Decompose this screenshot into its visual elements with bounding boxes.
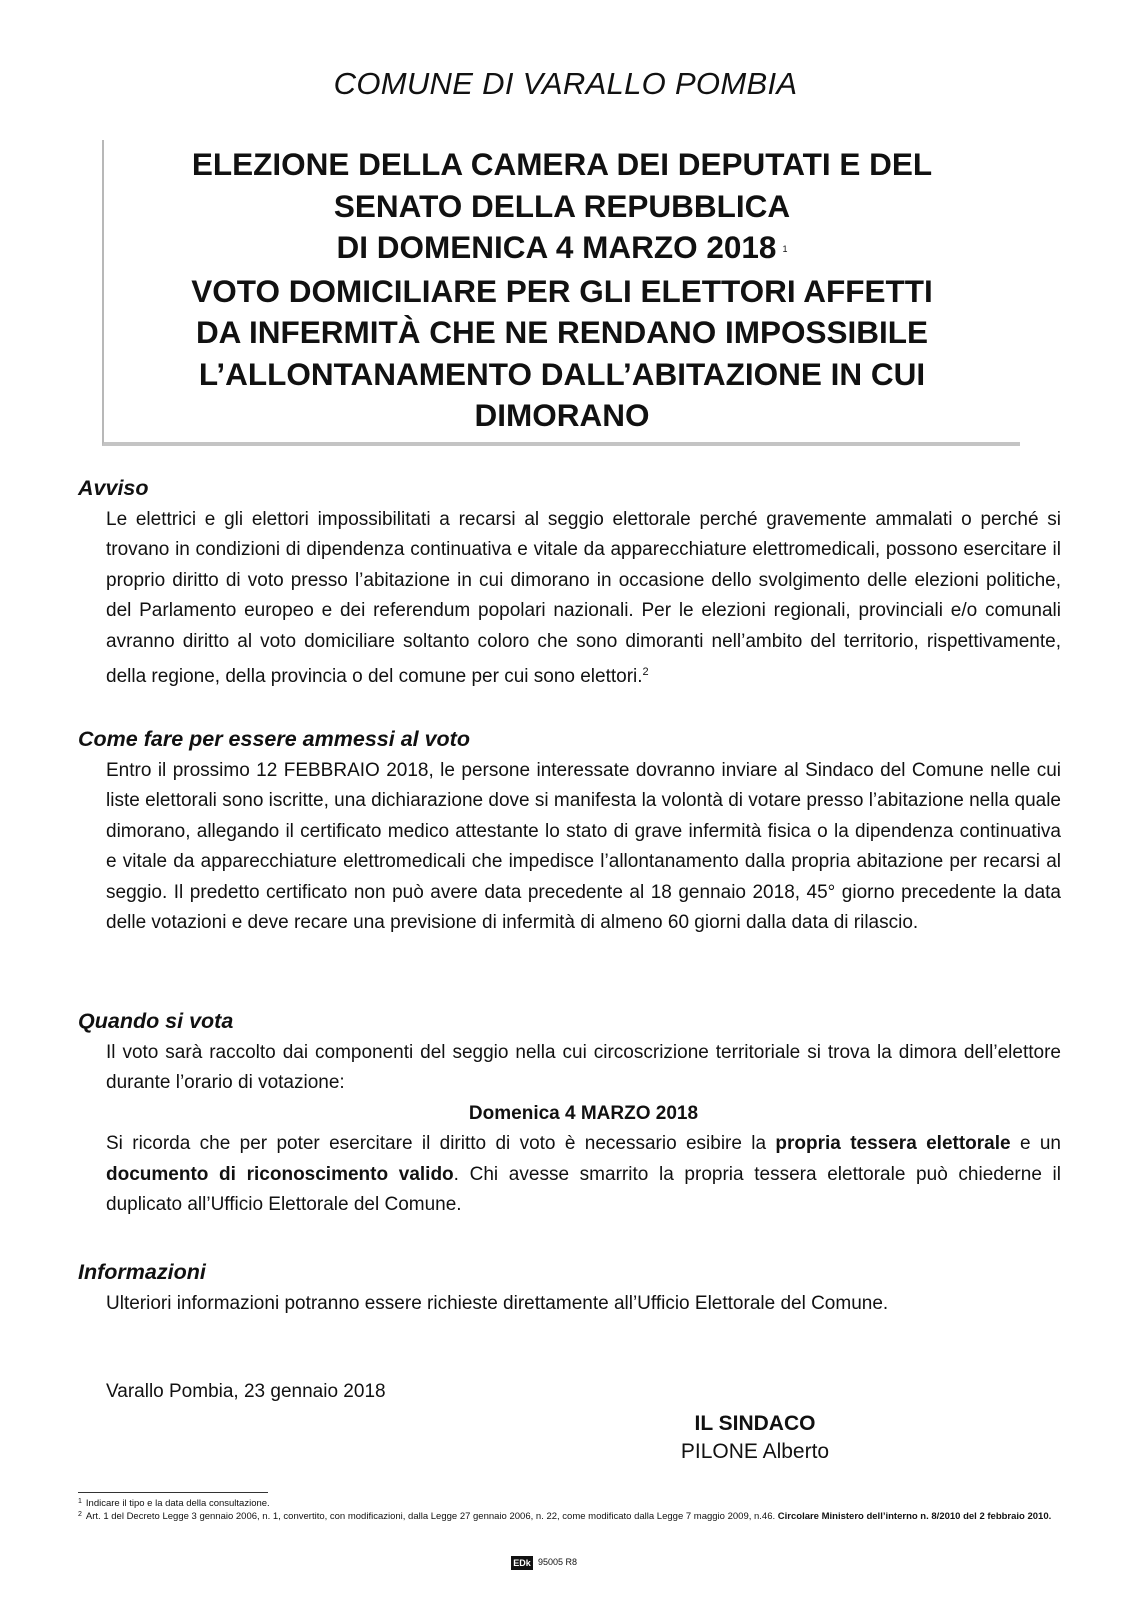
footnote-2 <box>78 1509 1058 1523</box>
title-line-4: VOTO DOMICILIARE PER GLI ELETTORI AFFETTI <box>191 272 933 309</box>
footnote-2-circolare: Circolare Ministero dell’interno n. 8/2010 del 2 febbraio 2010. <box>777 1511 1052 1522</box>
election-date: Domenica 4 MARZO 2018 <box>468 1102 699 1124</box>
footnote-divider <box>78 1492 268 1493</box>
footnote-1 <box>78 1496 1058 1510</box>
title-line-1: ELEZIONE DELLA CAMERA DEI DEPUTATI E DEL <box>191 146 933 182</box>
title-line-2: SENATO DELLA REPUBBLICA <box>333 187 791 224</box>
place-and-date: Varallo Pombia, 23 gennaio 2018 <box>106 1381 386 1402</box>
form-code: 95005 R8 <box>538 1557 578 1567</box>
quando-text-documento: documento di riconoscimento valido <box>106 1163 454 1185</box>
footnote-2-text: Art. 1 del Decreto Legge 3 gennaio 2006, n. 1, convertito, con modificazioni, dalla Legge 27 gennaio 2006, n. 22, come modificato dalla Legge 7 maggio 2009, n.46. <box>85 1511 778 1522</box>
quando-paragraph-2 <box>106 1129 1061 1220</box>
footnote-1-text: Indicare il tipo e la data della consultazione. <box>85 1498 270 1509</box>
avviso-paragraph: Le elettrici e gli elettori impossibilitati a recarsi al seggio elettorale perché gravemente ammalati o perché si trovano in condizioni di dipendenza continuativa e vitale da apparecchiature elettromedicali, possono esercitare il proprio diritto di voto presso l’abitazione in cui dimorano in occasione dello svolgimento delle elezioni politiche, del Parlamento europeo e dei referendum popolari nazionali. Per le elezioni regionali, provinciali e/o comunali avranno diritto al voto domiciliare soltanto coloro che sono dimoranti nell’ambito del territorio, rispettivamente, della regione, della provincia o del comune per cui sono elettori. <box>106 509 1061 688</box>
quando-text-e: . Chi avesse smarrito la propria tessera elettorale può chiederne il duplicato all’Ufficio Elettorale del Comune. <box>106 1163 1061 1216</box>
quando-text-a: Si ricorda che per poter esercitare il diritto di voto è necessario esibire la <box>106 1133 776 1155</box>
section-text-avviso <box>106 505 1061 692</box>
section-text-quando <box>106 1038 1061 1220</box>
section-heading-come-fare: Come fare per essere ammessi al voto <box>78 727 470 751</box>
avviso-footnote-ref: 2 <box>642 666 649 679</box>
quando-text-tessera: propria tessera elettorale <box>775 1133 1011 1155</box>
publisher-logo: EDk <box>511 1556 533 1570</box>
informazioni-paragraph: Ulteriori informazioni potranno essere richieste direttamente all’Ufficio Elettorale del Comune. <box>106 1293 889 1314</box>
signatory-name: PILONE Alberto <box>680 1440 830 1463</box>
title-line-7: DIMORANO <box>474 397 650 433</box>
title-footnote-ref: 1 <box>782 244 788 254</box>
quando-paragraph-1: Il voto sarà raccolto dai componenti del seggio nella cui circoscrizione territoriale si trova la dimora dell’elettore durante l’orario di votazione: <box>106 1042 1061 1094</box>
section-text-informazioni <box>106 1289 1061 1319</box>
title-line-6: L’ALLONTANAMENTO DALL’ABITAZIONE IN CUI <box>198 355 926 392</box>
section-text-come-fare <box>106 756 1061 938</box>
municipality-header: COMUNE DI VARALLO POMBIA <box>333 66 798 101</box>
section-heading-avviso: Avviso <box>78 476 149 500</box>
quando-text-c: e un <box>1010 1133 1061 1155</box>
section-heading-quando: Quando si vota <box>78 1009 234 1033</box>
footnote-2-number: 2 <box>78 1511 82 1518</box>
come-fare-paragraph: Entro il prossimo 12 FEBBRAIO 2018, le persone interessate dovranno inviare al Sindaco del Comune nelle cui liste elettorali sono iscritte, una dichiarazione dove si manifesta la volontà di votare presso l’abitazione nella quale dimorano, allegando il certificato medico attestante lo stato di grave infermità fisica o la dipendenza continuativa e vitale da apparecchiature elettromedicali che impedisce l’allontanamento dalla propria abitazione per recarsi al seggio. Il predetto certificato non può avere data precedente al 18 gennaio 2018, 45° giorno precedente la data delle votazioni e deve recare una previsione di infermità di almeno 60 giorni dalla data di rilascio. <box>106 760 1061 934</box>
title-line-5: DA INFERMITÀ CHE NE RENDANO IMPOSSIBILE <box>195 314 929 350</box>
title-lines <box>104 144 1020 437</box>
signatory-title: IL SINDACO <box>694 1412 816 1435</box>
title-box <box>102 140 1020 446</box>
title-line-3-text: DI DOMENICA 4 MARZO 2018 <box>336 229 777 265</box>
section-heading-informazioni: Informazioni <box>78 1260 206 1284</box>
title-line-3 <box>104 227 1020 271</box>
footnote-1-number: 1 <box>78 1498 82 1505</box>
